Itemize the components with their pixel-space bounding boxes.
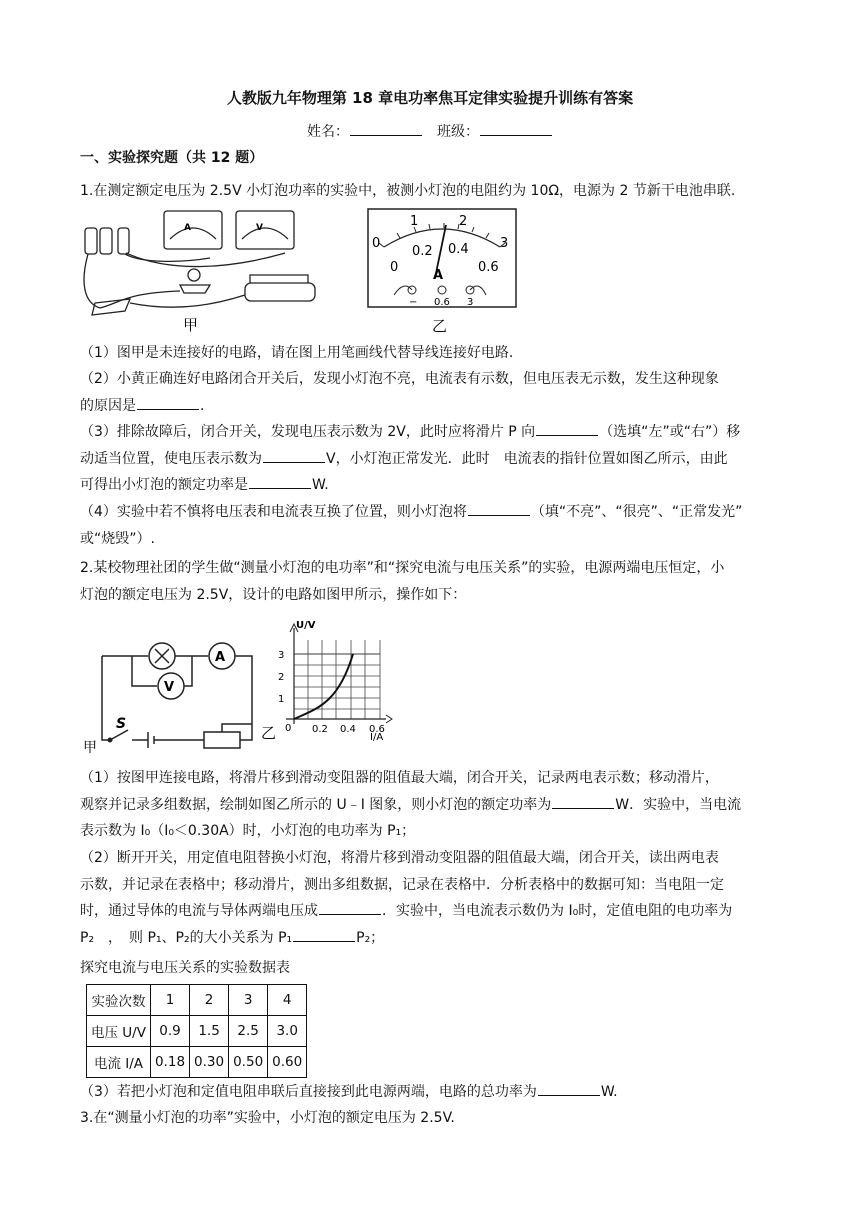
class-label: 班级：	[437, 124, 479, 140]
q2-graph-ytick-1: 1	[278, 694, 285, 705]
meter-bottom-3: 0.6	[478, 260, 499, 275]
q2-blank-rated-power[interactable]	[552, 794, 614, 809]
q2-graph-xlabel: I/A	[370, 732, 384, 743]
q2-voltmeter-label: V	[164, 680, 175, 695]
q1-stem: 1.在测定额定电压为 2.5V 小灯泡功率的实验中，被测小灯泡的电阻约为 10Ω，电源为 2 节新干电池串联.	[80, 183, 736, 199]
q1-part4: （4）实验中若不慎将电压表和电流表互换了位置，则小灯泡将 （填“不亮”、“很亮”、“正常发光” 或“烧毁”）.	[80, 499, 782, 552]
q1-circuit-figure	[80, 203, 320, 335]
q2-part3: （3）若把小灯泡和定值电阻串联后直接接到此电源两端，电路的总功率为 W.	[80, 1079, 782, 1106]
q2-graph-xtick-06: 0.6	[369, 724, 385, 735]
q1-part2: （2）小黄正确连好电路闭合开关后，发现小灯泡不亮，电流表有示数，但电压表无示数，发生这种现象 的原因是 .	[80, 371, 719, 414]
q2-circuit-figure	[80, 628, 270, 756]
q2-blank-compare[interactable]	[293, 927, 355, 942]
student-info-line	[0, 121, 860, 141]
q2-ui-graph	[256, 614, 396, 756]
q2-part1: （1）按图甲连接电路，将滑片移到滑动变阻器的阻值最大端，闭合开关，记录两电表示数；移动滑片， 观察并记录多组数据，绘制如图乙所示的 U﹣I 图象，则小灯泡的额定功率为 W．实验中，当电流 表示数为 I₀（I₀＜0.30A）时，小灯泡的电功率为 P₁；	[80, 770, 742, 839]
meter-top-2: 2	[459, 214, 468, 229]
name-blank[interactable]	[350, 121, 422, 136]
q2-graph-ytick-2: 2	[278, 672, 285, 683]
q1-blank-cause[interactable]	[137, 395, 199, 410]
q2-stem: 2.某校物理社团的学生做“测量小灯泡的电功率”和“探究电流与电压关系”的实验，电源两端电压恒定，小 灯泡的额定电压为 2.5V，设计的电路如图甲所示，操作如下：	[80, 560, 725, 603]
name-label: 姓名：	[307, 124, 349, 140]
q1-blank-bulb-state[interactable]	[468, 501, 530, 516]
meter-top-1: 1	[410, 214, 419, 229]
q1-fig-a-caption: 甲	[183, 316, 199, 334]
q1-blank-direction[interactable]	[536, 421, 598, 436]
q2-graph-xtick-02: 0.2	[312, 724, 328, 735]
meter-terminal-neg: −	[409, 297, 418, 308]
meter-terminal-06: 0.6	[434, 297, 450, 308]
q1-part1: （1）图甲是未连接好的电路，请在图上用笔画线代替导线连接好电路.	[80, 345, 514, 361]
q2-fig-a-caption: 甲	[83, 740, 97, 756]
q1-ammeter-figure	[364, 205, 520, 337]
q2-graph-ylabel: U/V	[296, 620, 316, 631]
meter-bottom-1: 0.2	[412, 244, 433, 259]
meter-bottom-2: 0.4	[448, 242, 469, 257]
page-title: 人教版九年物理第 18 章电功率焦耳定律实验提升训练有答案	[226, 89, 634, 107]
q2-switch-label: S	[116, 716, 127, 732]
q3-stem: 3.在“测量小灯泡的功率”实验中，小灯泡的额定电压为 2.5V.	[80, 1110, 455, 1126]
table-row: 电流 I/A 0.18 0.30 0.50 0.60	[87, 1047, 307, 1078]
q2-blank-total-power[interactable]	[538, 1081, 600, 1096]
q2-table-caption: 探究电流与电压关系的实验数据表	[80, 960, 290, 976]
q2-ammeter-label: A	[215, 650, 226, 665]
svg-text:A: A	[184, 223, 191, 233]
q2-fig-b-caption: 乙	[261, 724, 277, 742]
q2-blank-relationship[interactable]	[319, 900, 381, 915]
meter-top-0: 0	[372, 236, 381, 251]
q2-graph-origin: 0	[285, 723, 292, 734]
q2-graph-xtick-04: 0.4	[340, 724, 356, 735]
q2-part2: （2）断开开关，用定值电阻替换小灯泡，将滑片移到滑动变阻器的阻值最大端，闭合开关，读出两电表 示数，并记录在表格中；移动滑片，测出多组数据，记录在表格中．分析表格中的数据可知：当电阻一定 时，通过导体的电流与导体两端电压成 ．实验中，当电流表示数仍为 I₀时，定值电阻的电功率为 P₂ ， 则 P₁、P₂的大小关系为 P₁ P₂；	[80, 850, 733, 946]
meter-terminal-3: 3	[467, 297, 474, 308]
q2-graph-ytick-3: 3	[278, 650, 285, 661]
table-header-row: 实验次数 1 2 3 4	[87, 985, 307, 1016]
table-row: 电压 U/V 0.9 1.5 2.5 3.0	[87, 1016, 307, 1047]
meter-bottom-0: 0	[390, 260, 399, 275]
section-heading: 一、实验探究题（共 12 题）	[80, 150, 264, 166]
meter-top-3: 3	[500, 236, 509, 251]
meter-unit: A	[433, 268, 444, 283]
q1-blank-power[interactable]	[249, 474, 311, 489]
q1-blank-voltage[interactable]	[263, 448, 325, 463]
q1-part3: （3）排除故障后，闭合开关，发现电压表示数为 2V，此时应将滑片 P 向 （选填“左”或“右”）移 动适当位置，使电压表示数为 V，小灯泡正常发光．此时 电流表的指针位置如图乙所示，由此 可得出小灯泡的额定功率是 W.	[80, 419, 782, 499]
svg-text:V: V	[256, 223, 263, 233]
class-blank[interactable]	[480, 121, 552, 136]
q1-fig-b-caption: 乙	[432, 317, 448, 335]
q2-data-table	[86, 984, 307, 1078]
